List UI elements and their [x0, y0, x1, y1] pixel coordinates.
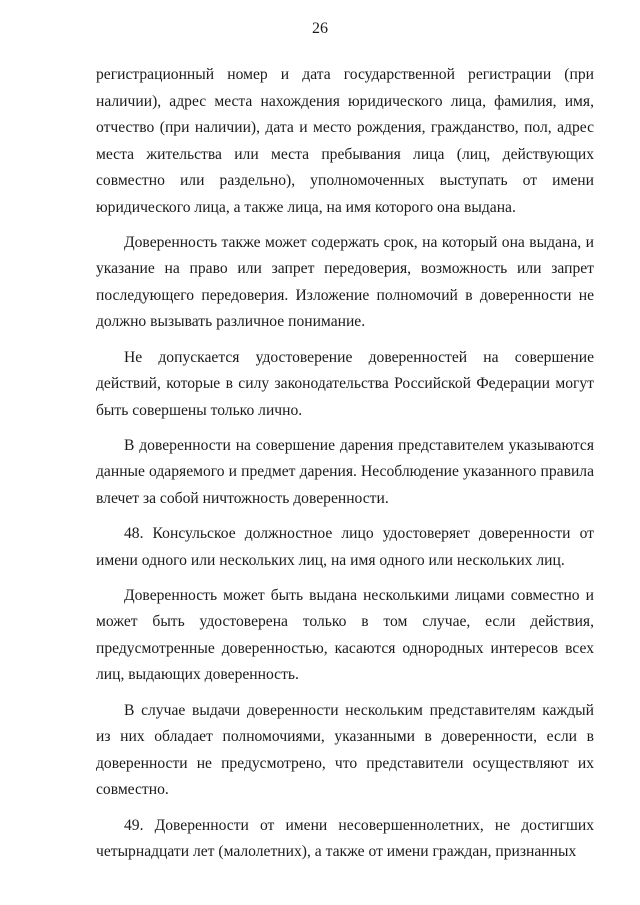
- paragraph-item-49: 49. Доверенности от имени несовершеннолетних, не достигших четырнадцати лет (малолетних), а также от имени граждан, признанных: [96, 816, 594, 861]
- paragraph-donation: В доверенности на совершение дарения представителем указываются данные одаряемого и предмет дарения. Несоблюдение указанного правила влечет за собой ничтожность доверенности.: [96, 436, 594, 507]
- paragraph-continuation: регистрационный номер и дата государственной регистрации (при наличии), адрес места нахождения юридического лица, фамилия, имя, отчество (при наличии), дата и место рождения, гражданство, пол, адрес места жительства или места пребывания лица (лиц, действующих совместно или раздельно), уполномоченных выступать от имени юридического лица, а также лица, на имя которого она выдана.: [96, 66, 594, 216]
- paragraph-multiple-representatives: В случае выдачи доверенности нескольким представителям каждый из них обладает полномочиями, указанными в доверенности, если в доверенности не предусмотрено, что представители осуществляют их совместно.: [96, 701, 594, 799]
- paragraph-validity-term: Доверенность также может содержать срок, на который она выдана, и указание на право или запрет передоверия, возможность или запрет последующего передоверия. Изложение полномочий в доверенности не должно вызывать различное понимание.: [96, 233, 594, 331]
- document-body: [96, 62, 594, 866]
- page-number: 26: [312, 20, 328, 37]
- paragraph-joint-issuance: Доверенность может быть выдана несколькими лицами совместно и может быть удостоверена только в том случае, если действия, предусмотренные доверенностью, касаются однородных интересов всех лиц, выдающих доверенность.: [96, 586, 594, 684]
- paragraph-personal-actions: Не допускается удостоверение доверенностей на совершение действий, которые в силу законодательства Российской Федерации могут быть совершены только лично.: [96, 348, 594, 419]
- paragraph-item-48: 48. Консульское должностное лицо удостоверяет доверенности от имени одного или нескольких лиц, на имя одного или нескольких лиц.: [96, 525, 594, 569]
